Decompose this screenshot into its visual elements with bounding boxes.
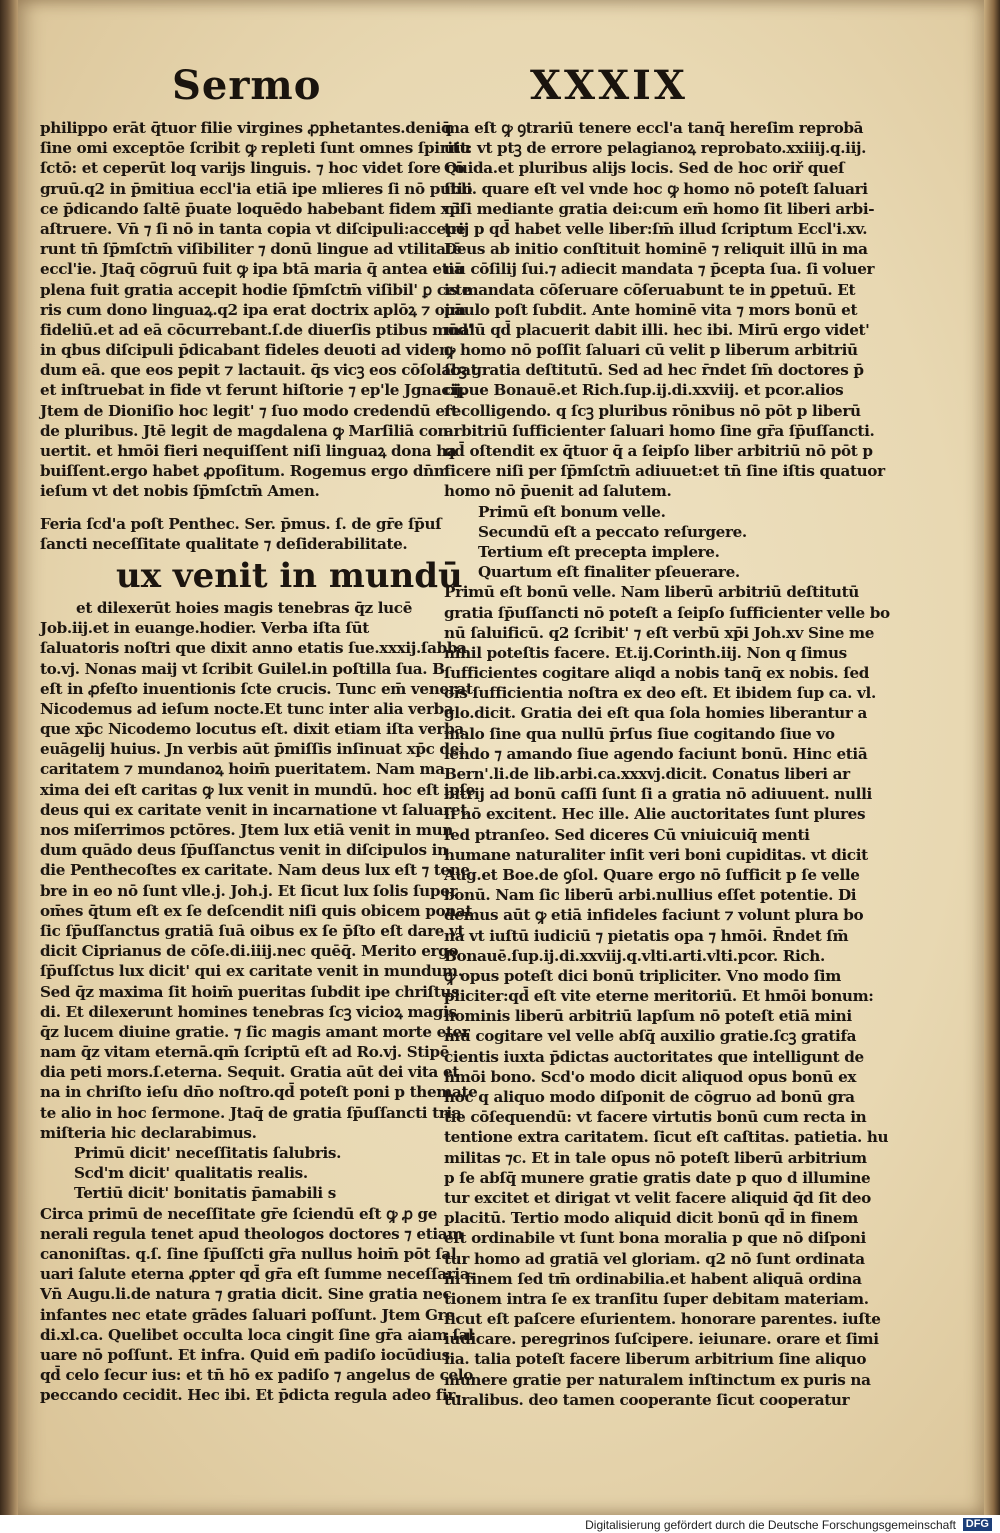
text-line: qd̄ celo ſecur ius: et tn̄ hō ex padiſo ⁊ angelus de celo: [40, 1366, 474, 1385]
text-line: ris cum dono linguaꝝ.q2 ipa erat doctrix aplōꝝ ⁊ oim̄: [40, 300, 466, 319]
text-line: is mandata cōſeruare cōſeruabunt te in ꝑpetuū. Et: [444, 280, 856, 299]
text-line: plena fuit gratia accepit hodie ſp̄mſctm̄ viſibil' ꝑ cete: [40, 280, 472, 299]
text-line: Bonauē.ſup.ij.di.xxviij.q.vlti.arti.vlti.pcor. Rich.: [444, 946, 825, 965]
text-line: que xp̄c Nicodemo locutus eſt. dixit etiam iſta verba: [40, 720, 464, 739]
text-line: hmōi bono. Scd'o modo dicit aliquod opus bonū ex: [444, 1067, 857, 1086]
right-column-body: [444, 582, 890, 1410]
text-line: Primū eſt bonū velle. Nam liberū arbitriū deſtitutū: [444, 583, 859, 602]
text-line: eſt ordinabile vt ſunt bona moralia p que nō diſponi: [444, 1229, 866, 1248]
text-line: uit: vt ptꝫ de errore pelagianoꝝ reprobato.xxiiij.q.iij.: [444, 139, 867, 158]
text-line: Primū dicit' neceſſitatis ſalubris.: [74, 1144, 342, 1162]
text-line: ſic ſp̄uſſanctus gratiā ſuā oibus ex ſe p̄ſto eſt dare vt: [40, 921, 465, 940]
text-line: cientis iuxta p̄dictas auctoritates que intelligunt de: [444, 1047, 864, 1066]
text-line: ꝙ homo nō poſſit ſaluari cū velit p liberum arbitriū: [444, 341, 858, 360]
text-line: Job.iij.et in euange.hodier. Verba iſta ſūt: [40, 619, 369, 638]
text-line: cipue Bonauē.et Rich.ſup.ij.di.xxviij. et pcor.alios: [444, 381, 844, 400]
text-line: ſine omi exceptōe ſcribit ꝙ repleti ſunt omnes ſpiritu: [40, 139, 471, 158]
text-line: euāgelij huius. Jn verbis aūt p̄miſſis inſinuat xp̄c dei: [40, 740, 465, 759]
text-line: Scd'm dicit' qualitatis realis.: [74, 1164, 308, 1183]
running-head-left: Sermo: [172, 62, 322, 109]
text-line: ſp̄uſſctus lux dicit' qui ex caritate venit in mundum.: [40, 962, 463, 981]
text-line: Circa primū de neceſſitate gr̄e ſciendū eſt ꝙ ꝓ ge: [40, 1204, 438, 1223]
text-line: uare nō poſſunt. Et infra. Quid em̄ padiſo iocūdius.: [40, 1345, 455, 1364]
text-line: turalibus. deo tamen cooperante ſicut cooperatur: [444, 1390, 850, 1409]
text-line: Quida.et pluribus alijs locis. Sed de hoc oriř queſ: [444, 159, 845, 178]
text-line: p ſe abſq̄ munere gratie gratis date p quo d illumine: [444, 1168, 871, 1187]
text-line: Secundū eſt a peccato reſurgere.: [478, 522, 747, 541]
text-line: fideliū.et ad eā cōcurrebant.ſ.de diuerſis ptibus mōd': [40, 320, 473, 339]
text-line: mū cogitare vel velle abſq̄ auxilio gratie.ſcꝫ gratifa: [444, 1027, 857, 1046]
text-line: eſt in ꝓfeſto inuentionis ſcte crucis. Tunc em̄ venerat: [40, 679, 473, 698]
text-line: na vt iuſtū iudiciū ⁊ pietatis opa ⁊ hmōi. R̄ndet ſm̄: [444, 926, 849, 945]
left-column-body: [40, 618, 478, 1143]
text-line: ois ſufficientia noſtra ex deo eſt. Et ibidem ſup ca. vl.: [444, 684, 876, 703]
text-line: paulo poſt ſubdit. Ante hominē vita ⁊ mors bonū et: [444, 300, 858, 319]
text-line: nu cōſilij ſui.⁊ adiecit mandata ⁊ p̄cepta ſua. ſi voluer: [444, 260, 875, 279]
text-line: gratia ſp̄uſſancti nō poteſt a ſeipſo ſufficienter velle bo: [444, 603, 890, 622]
text-line: Nicodemus ad ieſum nocte.Et tunc inter alia verba: [40, 699, 454, 718]
text-line: ſaluatoris noſtri que dixit anno etatis ſue.xxxij.ſabba: [40, 639, 467, 658]
book-gutter: [984, 0, 1000, 1515]
text-line: die Penthecoſtes ex caritate. Nam deus lux eſt ⁊ tene: [40, 861, 470, 880]
text-line: hominis liberū arbitriū lapſum nō poteſt etiā mini: [444, 1007, 852, 1026]
text-line: om̄es q̄tum eſt ex ſe deſcendit niſi quis obicem ponat: [40, 901, 473, 920]
text-line: dicit Ciprianus de cōſe.di.iiij.nec quēq̄. Merito ergo: [40, 942, 459, 961]
text-line: ſctō: et ceperūt loq varijs linguis. ⁊ hoc videt ſore cō: [40, 159, 465, 178]
text-line: recolligendo. q ſcꝫ pluribus rōnibus nō pōt p liberū: [444, 401, 861, 420]
text-line: dum eā. que eos pepit ⁊ lactauit. q̄s vicꝫ eos cōſolabat: [40, 361, 478, 380]
dfg-logo: DFG: [963, 1518, 992, 1531]
text-line: glo.dicit. Gratia dei eſt qua ſola homies liberantur a: [444, 704, 867, 723]
right-column-top-block: [444, 118, 885, 502]
text-line: arbitriū ſufficienter ſaluari homo ſine gr̄a ſp̄uſſancti.: [444, 421, 875, 440]
text-line: tentione extra caritatem. ſicut eſt caſtitas. patietia. hu: [444, 1128, 889, 1147]
text-line: ficere niſi per ſp̄mſctm̄ adiuuet:et tn̄ ſine iſtis quatuor: [444, 462, 885, 481]
text-line: nū ſaluificū. q2 ſcribit' ⁊ eſt verbū xp̄i Joh.xv Sine me: [444, 623, 875, 642]
text-line: in finem ſed tm̄ ordinabilia.et habent aliquā ordina: [444, 1269, 862, 1288]
left-column-top-block: [40, 118, 478, 502]
text-line: ma eſt ꝙ ꝯtrariū tenere eccl'a tanq̄ hereſim reprobā: [444, 119, 864, 137]
text-line: ieſum vt det nobis ſp̄mſctm̄ Amen.: [40, 482, 320, 501]
text-line: in qbus diſcipuli p̄dicabant fideles deuoti ad viden-: [40, 341, 456, 360]
text-line: deus qui ex caritate venit in incarnatione vt ſaluaret: [40, 800, 467, 819]
text-line: ſi nō excitent. Hec ille. Alie auctoritates ſunt plures: [444, 805, 866, 824]
text-line: uari ſalute eterna ꝓpter qd̄ gr̄a eſt ſumme neceſſaria.: [40, 1265, 475, 1284]
right-column-points: [444, 502, 836, 583]
text-line: ſicut eſt paſcere eſurientem. honorare parentes. iuſte: [444, 1310, 881, 1329]
left-text-column: [40, 118, 478, 1405]
text-line: nam q̄z vitam eternā.qm̄ ſcriptū eſt ad Ro.vj. Stipē: [40, 1043, 450, 1062]
text-line: malū qd̄ placuerit dabit illi. hec ibi. Mirū ergo videt': [444, 320, 870, 339]
text-line: nos miſerrimos pctōres. Jtem lux etiā venit in mun: [40, 821, 453, 839]
text-line: nihil poteſtis facere. Et.ij.Corinth.iij. Non q ſimus: [444, 643, 847, 662]
text-line: Sed q̄z maxima ſit hoim̄ pueritas ſubdit ipe chriſtus: [40, 982, 460, 1001]
text-line: demus aūt ꝙ etiā infideles faciunt ⁊ volunt plura bo: [444, 906, 864, 925]
text-line: canoniſtas. q.ſ. ſine ſp̄uſſcti gr̄a nullus hoim̄ pōt ſal: [40, 1244, 457, 1263]
text-line: Jtem de Dioniſio hoc legit' ⁊ ſuo modo credendū eſt: [40, 401, 458, 420]
text-line: iudicare. peregrinos ſuſcipere. ieiunare. orare et ſimi: [444, 1330, 879, 1349]
text-line: trij p qd̄ habet velle liber:ſm̄ illud ſcriptum Eccl'i.xv.: [444, 219, 868, 238]
text-line: te alio in hoc ſermone. Jtaq̄ de gratia ſp̄uſſancti tria: [40, 1103, 462, 1122]
text-line: qd̄ oſtendit ex q̄tuor q̄ a ſeipſo liber arbitriū nō pōt p: [444, 442, 873, 460]
text-line: et dilexerūt hoies magis tenebras q̄z lucē: [76, 598, 413, 617]
funding-credit: Digitalisierung gefördert durch die Deutsche Forschungsgemeinschaft: [585, 1518, 956, 1532]
text-line: homo nō p̄uenit ad ſalutem.: [444, 482, 672, 501]
text-line: buiſſent.ergo habet ꝓpoſitum. Rogemus ergo dn̄m: [40, 462, 450, 481]
text-line: na in chriſto ieſu dn̄o noſtro.qd̄ poteſt poni p themate: [40, 1083, 478, 1102]
text-line: Tertium eſt precepta implere.: [478, 542, 720, 561]
text-line: Primū eſt bonum velle.: [478, 502, 666, 521]
text-line: militas ⁊c. Et in tale opus nō poteſt liberū arbitrium: [444, 1148, 867, 1167]
text-line: malo ſine qua nullū p̄rſus ſiue cogitando ſiue vo: [444, 724, 835, 743]
text-line: lia. talia poteſt facere liberum arbitrium ſine aliquo: [444, 1350, 867, 1369]
text-line: miſteria hic declarabimus.: [40, 1123, 257, 1142]
text-line: xima dei eſt caritas ꝙ lux venit in mundū. hoc eſt ipſe: [40, 780, 475, 799]
text-line: q̄z lucem diuine gratie. ⁊ ſic magis amant morte eter: [40, 1022, 470, 1041]
text-line: tionem intra ſe ex tranſitu ſuper debitam materiam.: [444, 1289, 869, 1308]
text-line: peccando cecidit. Hec ibi. Et p̄dicta regula adeo fir-: [40, 1386, 461, 1405]
text-line: bitrij ad bonū caſſi ſunt ſi a gratia nō adiuuent. nulli: [444, 785, 872, 804]
text-line: ſufficientes cogitare aliqd a nobis tanq̄ ex nobis. ſed: [444, 664, 870, 683]
text-line: humane naturaliter inſit veri boni cupiditas. vt dicit: [444, 845, 868, 864]
text-line: ce p̄dicando ſaltē p̄uate loquēdo habebant fidem xp̄i: [40, 199, 466, 218]
text-line: tur excitet et dirigat vt velit facere aliquid q̄d ſit deo: [444, 1188, 871, 1207]
text-line: di.xl.ca. Quelibet occulta loca cingit ſine gr̄a aiam ſal: [40, 1325, 474, 1344]
sermon-rubric: [40, 514, 442, 554]
text-line: ſtio. quare eſt vel vnde hoc ꝙ homo nō poteſt ſaluari: [444, 179, 868, 198]
text-line: caritatem ⁊ mundanoꝝ hoim̄ pueritatem. Nam ma: [40, 760, 445, 779]
text-line: tie cōſequendū: vt facere virtutis bonū cum recta in: [444, 1108, 867, 1127]
text-line: aſtruere. Vn̄ ⁊ ſi nō in tanta copia vt diſcipuli:accepe: [40, 219, 466, 238]
text-line: philippo erāt q̄tuor filie virgines ꝓphetantes.deniq̄: [40, 119, 452, 137]
text-line: ſed ptranſeo. Sed diceres Cū vniuicuiq̄ menti: [444, 825, 810, 844]
left-column-points: [40, 1143, 432, 1204]
text-line: bre in eo nō ſunt vlle.j. Joh.j. Et ſicut lux ſolis ſuper: [40, 881, 458, 900]
sermon-heading: ux venit in mundū: [116, 555, 463, 596]
left-column-end: [40, 1204, 475, 1406]
text-line: pliciter:qd̄ eſt vite eterne meritoriū. Et hmōi bonum:: [444, 987, 874, 1006]
text-line: munere gratie per naturalem inſtinctum ex puris na: [444, 1370, 871, 1389]
text-line: Vn̄ Augu.li.de natura ⁊ gratia dicit. Sine gratia nec: [40, 1285, 452, 1304]
text-line: dia peti mors.ſ.eterna. Sequit. Gratia aūt dei vita et: [40, 1063, 459, 1082]
text-line: di. Et dilexerunt homines tenebras ſcꝫ vicioꝝ magis: [40, 1002, 457, 1021]
text-line: eccl'ie. Jtaq̄ cōgruū fuit ꝙ ipa btā maria q̄ antea etiā: [40, 260, 464, 279]
text-line: niſi mediante gratia dei:cum em̄ homo ſit liberi arbi-: [444, 199, 875, 218]
text-line: lendo ⁊ amando ſiue agendo faciunt bonū. Hinc etiā: [444, 744, 868, 763]
right-text-column: [444, 118, 890, 1410]
text-line: Tertiū dicit' bonitatis p̄amabili s: [74, 1184, 336, 1203]
text-line: hoc q aliquo modo diſponit de cōgruo ad bonū gra: [444, 1088, 855, 1106]
text-line: dum quādo deus ſp̄uſſanctus venit in diſcipulos in: [40, 841, 448, 860]
text-line: Deus ab initio conſtituit hominē ⁊ reliquit illū in ma: [444, 240, 868, 259]
text-line: nerali regula tenet apud theologos doctores ⁊ etiam: [40, 1224, 464, 1243]
folio-number: XXXIX: [530, 62, 688, 109]
text-line: Bern'.li.de lib.arbi.ca.xxxvj.dicit. Conatus liberi ar: [444, 765, 850, 783]
text-line: ſcꝫ gratia deſtitutū. Sed ad hec r̄ndet ſm̄ doctores p̄: [444, 361, 864, 380]
text-line: Aug.et Boe.de ꝯſol. Quare ergo nō ſufficit p ſe velle: [444, 865, 860, 884]
text-line: uertit. et hmōi fieri nequiſſent niſi linguaꝝ dona ha: [40, 442, 457, 460]
text-line: ꝙ opus poteſt dici bonū tripliciter. Vno modo ſim: [444, 966, 841, 985]
text-line: Feria ſcd'a poſt Penthec. Ser. p̄mus. ſ. de gr̄e ſp̄uſ: [40, 514, 442, 533]
text-line: bonū. Nam ſic liberū arbi.nullius eſſet potentie. Di: [444, 886, 857, 905]
text-line: gruū.q2 in p̄mitiua eccl'ia etiā ipe mlieres ſi nō publi: [40, 179, 472, 198]
text-line: tur homo ad gratiā vel gloriam. q2 nō ſunt ordinata: [444, 1249, 865, 1268]
text-line: de pluribus. Jtē legit de magdalena ꝙ Marſiliā con: [40, 421, 449, 440]
text-line: placitū. Tertio modo aliquid dicit bonū qd̄ in finem: [444, 1209, 858, 1228]
text-line: runt tn̄ ſp̄mſctm̄ viſibiliter ⁊ donū lingue ad vtilitatē: [40, 240, 462, 259]
text-line: infantes nec etate grādes ſaluari poſſunt. Jtem Gre.: [40, 1305, 460, 1324]
text-line: Quartum eſt finaliter pſeuerare.: [478, 563, 740, 582]
text-line: ſancti neceſſitate qualitate ⁊ deſiderabilitate.: [40, 534, 408, 553]
text-line: et inſtruebat in fide vt ferunt hiſtorie ⁊ ep'le Jgnacij.: [40, 381, 466, 400]
text-line: to.vj. Nonas maij vt ſcribit Guilel.in poſtilla ſua. B: [40, 659, 445, 678]
